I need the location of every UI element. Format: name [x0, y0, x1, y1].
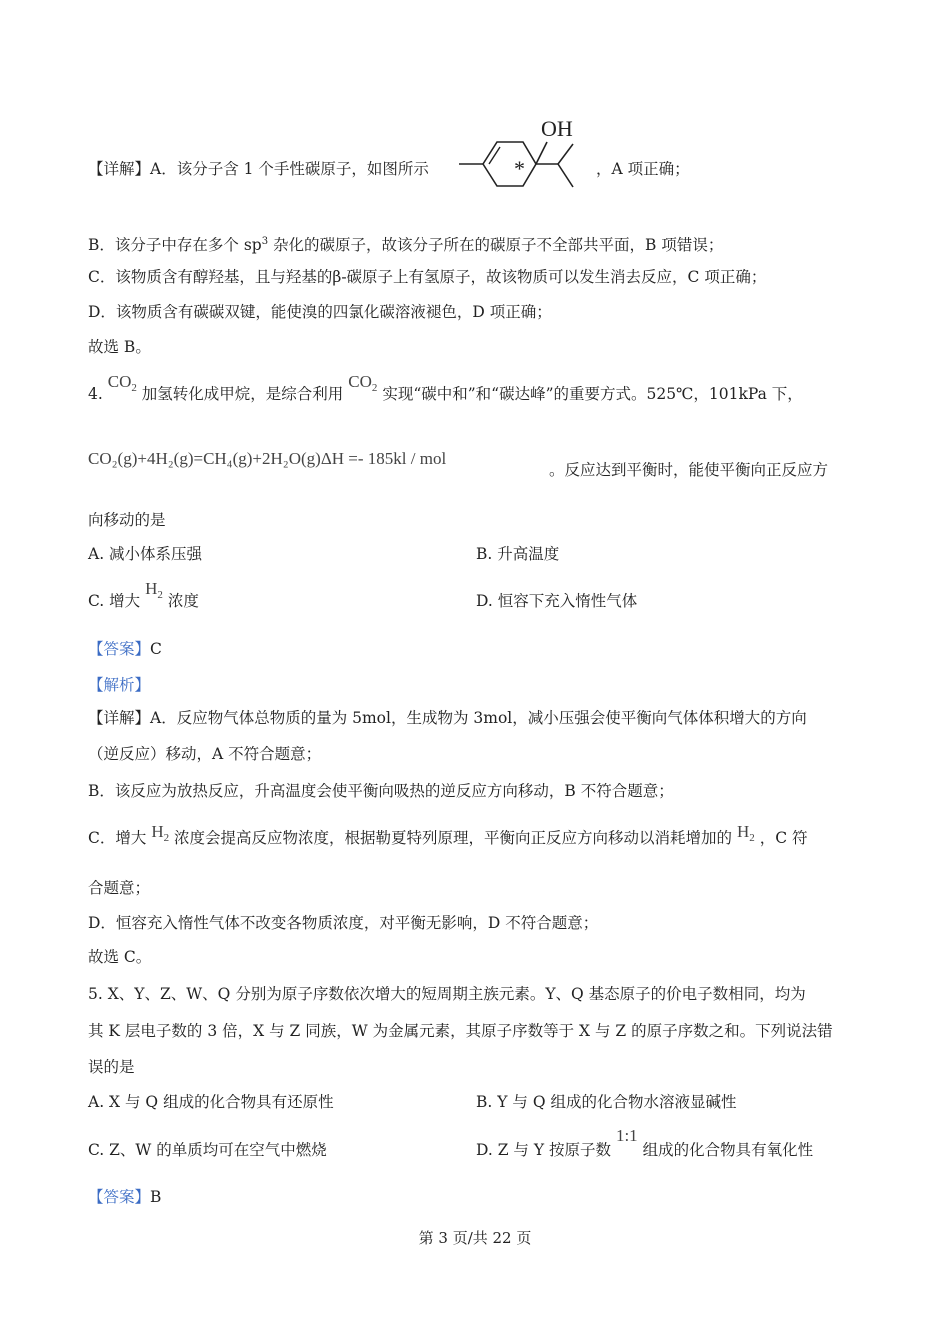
chiral-star: *: [514, 156, 525, 181]
q4-conclusion: 故选 C。: [88, 948, 152, 966]
hydroxyl-label: OH: [541, 116, 573, 141]
q3-detail-c: C．该物质含有醇羟基，且与羟基的β-碳原子上有氢原子，故该物质可以发生消去反应，C 项正确；: [88, 268, 767, 286]
q5-option-a: A. X 与 Q 组成的化合物具有还原性: [88, 1093, 334, 1111]
q3-detail-a-suffix: ，A 项正确；: [596, 160, 690, 178]
q4-detail-b: B．该反应为放热反应，升高温度会使平衡向吸热的逆反应方向移动，B 不符合题意；: [88, 782, 674, 800]
q5-answer: 【答案】B: [88, 1188, 162, 1206]
q5-stem-line-3: 误的是: [88, 1058, 135, 1076]
q5-stem-line-1: 5. X、Y、Z、W、Q 分别为原子序数依次增大的短周期主族元素。Y、Q 基态原子的价电子数相同，均为: [88, 985, 806, 1003]
molecule-structure: [455, 112, 600, 196]
q3-detail-a-prefix: 【详解】A．该分子含 1 个手性碳原子，如图所示: [88, 160, 429, 178]
q4-option-a: A. 减小体系压强: [88, 545, 203, 563]
q3-detail-d: D．该物质含有碳碳双键，能使溴的四氯化碳溶液褪色，D 项正确；: [88, 303, 552, 321]
q4-stem-line-3: 。反应达到平衡时，能使平衡向正反应方: [549, 461, 829, 479]
page-footer: 第 3 页/共 22 页: [418, 1229, 532, 1247]
q5-option-c: C. Z、W 的单质均可在空气中燃烧: [88, 1141, 327, 1159]
q4-stem-line-4: 向移动的是: [88, 511, 166, 529]
q4-detail-c: C．增大 $H_2$ 浓度会提高反应物浓度，根据勒夏特列原理，平衡向正反应方向移动以消耗增加的 $H_2$ ，C 符: [88, 822, 808, 847]
q4-detail-a-1: 【详解】A．反应物气体总物质的量为 5mol，生成物为 3mol，减小压强会使平衡向气体体积增大的方向: [88, 709, 807, 727]
q4-analysis-label: 【解析】: [88, 676, 151, 694]
q4-detail-d: D．恒容充入惰性气体不改变各物质浓度，对平衡无影响，D 不符合题意；: [88, 914, 599, 932]
q3-detail-b: B．该分子中存在多个 $sp^3$ 杂化的碳原子，故该分子所在的碳原子不全部共平面，B 项错误；: [88, 236, 724, 255]
q3-conclusion: 故选 B。: [88, 338, 151, 356]
q4-option-b: B. 升高温度: [476, 545, 560, 563]
q4-option-d: D. 恒容下充入惰性气体: [476, 592, 638, 610]
q4-detail-c-2: 合题意；: [88, 879, 151, 897]
q4-equation: CO₂(g)+4H₂(g)=CH₄(g)+2H₂O(g)ΔH =- 185kl / mol: [88, 449, 447, 468]
q4-option-c: C. 增大 $H_2$ 浓度: [88, 579, 199, 610]
q5-option-d: D. Z 与 Y 按原子数 1:1 组成的化合物具有氧化性: [476, 1126, 814, 1159]
q5-stem-line-2: 其 K 层电子数的 3 倍，X 与 Z 同族，W 为金属元素，其原子序数等于 X 与 Z 的原子序数之和。下列说法错: [88, 1022, 833, 1040]
q4-detail-a-2: （逆反应）移动，A 不符合题意；: [88, 745, 322, 763]
q5-option-b: B. Y 与 Q 组成的化合物水溶液显碱性: [476, 1093, 737, 1111]
q4-stem-line-1: 4. $CO_2$ 加氢转化成甲烷，是综合利用 $CO_2$ 实现“碳中和”和“碳达峰”的重要方式。525℃，101kPa 下，: [88, 372, 803, 403]
q4-answer: 【答案】C: [88, 640, 162, 658]
